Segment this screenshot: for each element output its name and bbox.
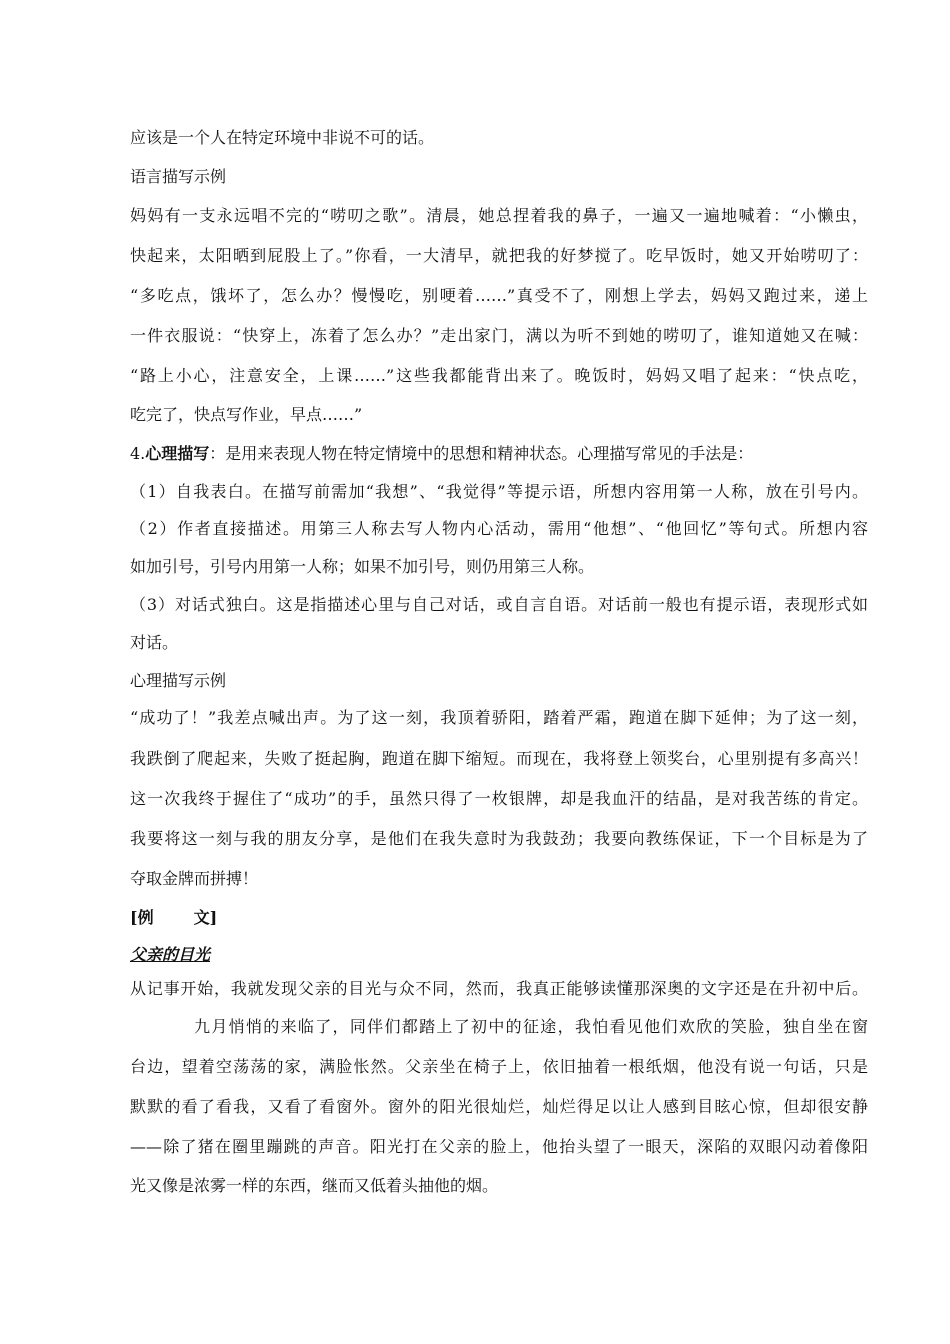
section-heading: 语言描写示例 (130, 167, 227, 186)
example-label: [例 文] (130, 908, 218, 927)
text-line: ——除了猪在圈里蹦跳的声音。阳光打在父亲的脸上，他抬头望了一眼天，深陷的双眼闪动着像阳 (130, 1137, 868, 1156)
text-line: 我跌倒了爬起来，失败了挺起胸，跑道在脚下缩短。而现在，我将登上领奖台，心里别提有多高兴！ (130, 749, 868, 768)
text-line: （1）自我表白。在描写前需加“我想”、“我觉得”等提示语，所想内容用第一人称，放在引号内。 (130, 482, 868, 501)
text-line: 我要将这一刻与我的朋友分享，是他们在我失意时为我鼓劲；我要向教练保证，下一个目标是为了 (130, 829, 868, 848)
text-line: 吃完了，快点写作业，早点……” (130, 405, 363, 424)
section-heading: 心理描写示例 (130, 671, 227, 690)
text-line: 默默的看了看我，又看了看窗外。窗外的阳光很灿烂，灿烂得足以让人感到目眩心惊，但却很安静 (130, 1097, 868, 1116)
section-description: ：是用来表现人物在特定情境中的思想和精神状态。心理描写常见的手法是： (209, 444, 754, 463)
text-line: 妈妈有一支永远唱不完的“唠叨之歌”。清晨，她总捏着我的鼻子，一遍又一遍地喊着：“小懒虫， (130, 206, 868, 225)
text-line: 应该是一个人在特定环境中非说不可的话。 (130, 128, 435, 147)
text-line: 一件衣服说：“快穿上，冻着了怎么办？”走出家门，满以为听不到她的唠叨了，谁知道她又在喊： (130, 326, 868, 345)
text-line: 夺取金牌而拼搏！ (130, 869, 259, 888)
section-4-heading (130, 443, 830, 465)
text-line: “成功了！”我差点喊出声。为了这一刻，我顶着骄阳，踏着严霜，跑道在脚下延伸；为了这一刻， (130, 708, 868, 727)
text-line: “多吃点，饿坏了，怎么办？慢慢吃，别哽着……”真受不了，刚想上学去，妈妈又跑过来，递上 (130, 286, 868, 305)
text-line: 光又像是浓雾一样的东西，继而又低着头抽他的烟。 (130, 1176, 499, 1195)
section-term: 心理描写 (145, 444, 210, 463)
section-number: 4. (130, 444, 146, 463)
text-line: 台边，望着空荡荡的家，满脸怅然。父亲坐在椅子上，依旧抽着一根纸烟，他没有说一句话，只是 (130, 1057, 868, 1076)
text-line: “路上小心，注意安全，上课……”这些我都能背出来了。晚饭时，妈妈又唱了起来：“快点吃， (130, 366, 868, 385)
text-line: 从记事开始，我就发现父亲的目光与众不同，然而，我真正能够读懂那深奥的文字还是在升初中后。 (130, 979, 868, 998)
text-line: 快起来，太阳晒到屁股上了。”你看，一大清早，就把我的好梦搅了。吃早饭时，她又开始唠叨了： (130, 246, 868, 265)
essay-title: 父亲的目光 (130, 945, 211, 964)
text-line: 这一次我终于握住了“成功”的手，虽然只得了一枚银牌，却是我血汗的结晶，是对我苦练的肯定。 (130, 789, 868, 808)
text-line: （3）对话式独白。这是指描述心里与自己对话，或自言自语。对话前一般也有提示语，表现形式如 (130, 595, 868, 614)
text-line: 对话。 (130, 633, 179, 652)
text-line: 九月悄悄的来临了，同伴们都踏上了初中的征途，我怕看见他们欢欣的笑脸，独自坐在窗 (194, 1017, 868, 1036)
text-line: （2）作者直接描述。用第三人称去写人物内心活动，需用“他想”、“他回忆”等句式。所想内容 (130, 519, 868, 538)
text-line: 如加引号，引号内用第一人称；如果不加引号，则仍用第三人称。 (130, 557, 595, 576)
